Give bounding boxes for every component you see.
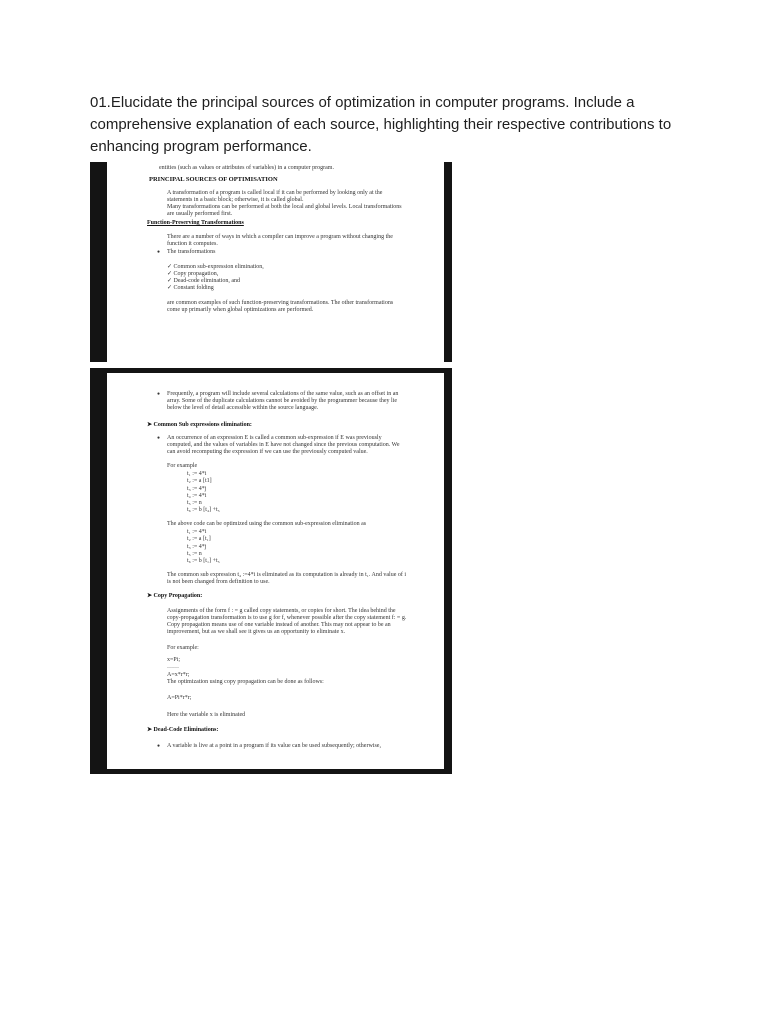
code-line: t₁ := 4*i — [187, 529, 207, 535]
check-text-3: Dead-code elimination, and — [173, 278, 241, 284]
check-item-2: ✓ Copy propagation, — [167, 271, 219, 277]
code-line: t₆ := b [t₁] +t₅ — [187, 558, 220, 565]
ways-paragraph: There are a number of ways in which a compiler can improve a program without changing the function it computes. — [167, 234, 393, 247]
arrow-icon: ➤ — [147, 422, 153, 428]
scanned-page-1 — [90, 162, 452, 362]
copy-propagation-paragraph: Assignments of the form f : = g called copy statements, or copies for short. The idea behind the copy-propagation transformation is to use g for f, whenever possible after the copy statement f: = g. Copy propagation means use of one variable instead of another. This may not appear to be an improvement, but as we shall see it gives us an opportunity to eliminate x. — [167, 608, 407, 635]
code-line: t₄ := 4*i — [187, 492, 207, 499]
local-transformation-paragraph: A transformation of a program is called local if it can be performed by looking only at the statements in a basic block; otherwise, it is called global. — [167, 190, 383, 203]
section-heading: PRINCIPAL SOURCES OF OPTIMISATION — [149, 176, 278, 183]
code-block-3 — [167, 657, 189, 679]
copy-propagation-heading — [147, 593, 202, 600]
dead-code-heading — [147, 727, 218, 734]
code-line: …… — [167, 664, 179, 671]
code-block-1 — [187, 471, 220, 515]
eliminated-text: Here the variable x is eliminated — [167, 712, 246, 718]
for-example-label: For example — [167, 463, 198, 469]
top-line: entities (such as values or attributes of variables) in a computer program. — [159, 165, 334, 171]
cse-note: The common sub expression t₄ :=4*i is eliminated as its computation is already in t₁. And value of i is not been changed from definition to use. — [167, 572, 407, 585]
arrow-icon: ➤ — [147, 593, 153, 599]
question-text: 01.Elucidate the principal sources of optimization in computer programs. Include a comprehensive explanation of each source, highlighting their respective contributions to enhancing program performance. — [90, 94, 672, 155]
page-2-sheet — [107, 373, 444, 769]
scanned-page-2 — [90, 368, 452, 774]
check-text-1: Common sub-expression elimination, — [173, 264, 264, 270]
code-line: t₅ := n — [187, 500, 202, 507]
check-item-1: ✓ Common sub-expression elimination, — [167, 264, 264, 270]
live-variable-bullet: ● A variable is live at a point in a program if its value can be used subsequently; otherwise, — [167, 743, 381, 750]
check-item-4: ✓ Constant folding — [167, 285, 214, 291]
levels-paragraph: Many transformations can be performed at both the local and global levels. Local transformations are usually performed first. — [167, 204, 402, 217]
code-line: t₂ := a [t₁] — [187, 536, 211, 543]
transformations-bullet: ● The transformations — [167, 249, 216, 256]
subheading: Function-Preserving Transformations — [147, 220, 244, 226]
code-line: t₆ := b [t₄] +t₅ — [187, 507, 220, 514]
arrow-icon: ➤ — [147, 727, 153, 733]
optimized-text: The above code can be optimized using the common sub-expression elimination as — [167, 521, 367, 527]
cse-heading — [147, 422, 252, 429]
dead-code-heading-text: Dead-Code Eliminations: — [153, 727, 219, 733]
cse-heading-text: Common Sub expressions elimination: — [153, 422, 252, 428]
frequent-calculations-bullet: ● Frequently, a program will include several calculations of the same value, such as an offset in an array. Some of the duplicate calculations cannot be avoided by the programmer because they lie below the level of detail accessible within the source language. — [167, 391, 407, 412]
optimized-code-line: A=Pi*r*r; — [167, 695, 192, 701]
code-line: t₃ := 4*j — [187, 543, 207, 550]
cse-definition-bullet: ● An occurrence of an expression E is called a common sub-expression if E was previously computed, and the values of variables in E have not changed since the previous computation. We can avoid recomputing the expression if we can use the previously computed value. — [167, 435, 407, 456]
code-line: x=Pi; — [167, 657, 181, 663]
copy-result-text: The optimization using copy propagation can be done as follows: — [167, 679, 324, 685]
code-line: t₁ := 4*i — [187, 471, 207, 477]
code-line: t₂ := a [t1] — [187, 478, 212, 485]
code-line: t₃ := 4*j — [187, 485, 207, 492]
for-example-label-2: For example: — [167, 645, 199, 651]
check-item-3: ✓ Dead-code elimination, and — [167, 278, 241, 284]
code-line: A=x*r*r; — [167, 671, 190, 678]
code-block-2 — [187, 529, 220, 565]
check-text-4: Constant folding — [173, 285, 214, 291]
check-text-2: Copy propagation, — [173, 271, 219, 277]
code-line: t₅ := n — [187, 550, 202, 557]
page-1-sheet — [107, 162, 444, 362]
copy-propagation-heading-text: Copy Propagation: — [153, 593, 203, 599]
common-examples-paragraph: are common examples of such function-preserving transformations. The other transformations come up primarily when global optimizations are performed. — [167, 300, 394, 313]
